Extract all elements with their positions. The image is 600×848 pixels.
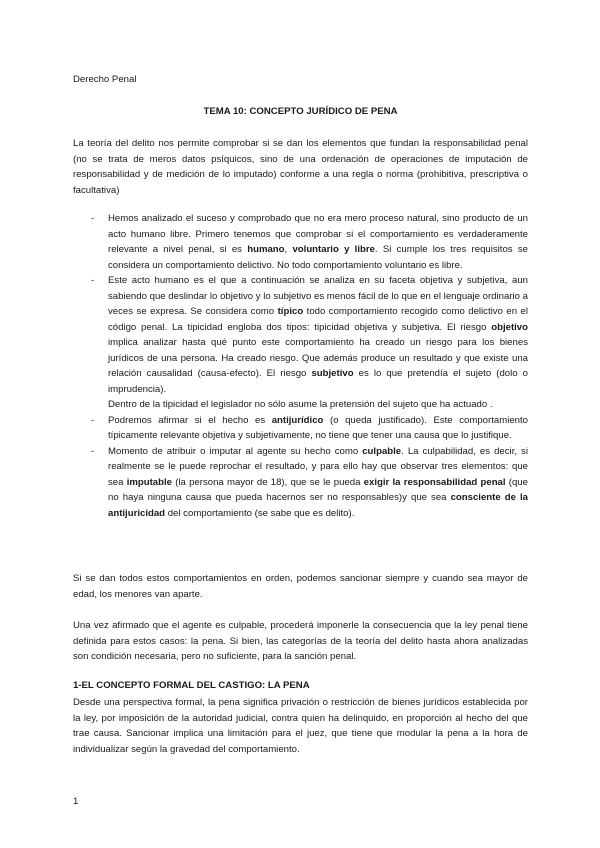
bullet-dash: -: [91, 213, 95, 224]
bold-term: imputable: [126, 476, 172, 488]
document-header: Derecho Penal: [73, 74, 137, 85]
bullet-dash: -: [91, 275, 95, 286]
page-title: TEMA 10: CONCEPTO JURÍDICO DE PENA: [203, 106, 398, 117]
bold-term: humano: [247, 244, 285, 255]
bullet-dash: -: [91, 414, 95, 426]
bullet-list: [73, 211, 528, 521]
list-item: - Este acto humano es el que a continuación se analiza en su faceta objetiva y subjetiva, aun sabiendo que deslindar lo objetivo y lo subjetivo es menos fácil de lo que en el lenguaje ordinario a veces se expresa. Se considera como típico todo comportamiento recogido como delictivo en el código penal. La tipicidad engloba dos tipos: tipicidad objetiva y subjetiva. El riesgo objetivo implica analizar hasta qué punto este comportamiento ha creado un riesgo para los bienes jurídicos de una persona. Ha creado riesgo. Que además produce un resultado y que existe una relación causalidad (causa-efecto). El riesgo subjetivo es lo que pretendía el sujeto (dolo o imprudencia). Dentro de la tipicidad el legislador no sólo asume la pretensión del sujeto que ha actuado .: [73, 273, 528, 413]
bold-term: antijurídico: [271, 414, 324, 426]
bold-term: típico: [277, 306, 304, 317]
paragraph-formal-concept: Desde una perspectiva formal, la pena significa privación o restricción de bienes jurídicos establecida por la ley, por imposición de la autoridad judicial, contra quien ha delinquido, en proporción al hecho del que trae causa. Sancionar implica una limitación para el juez, que tiene que modular la pena a la hora de individualizar según la gravedad del comportamiento.: [73, 697, 528, 755]
list-item: - Momento de atribuir o imputar al agente su hecho como culpable. La culpabilidad, es decir, si realmente se le puede reprochar el resultado, y para ello hay que observar tres elementos: que sea imputable (la persona mayor de 18), que se le pueda exigir la responsabilidad penal (que no haya ninguna causa que pueda hacernos ser no responsables)y que sea consciente de la antijuricidad del comportamiento (se sabe que es delito).: [91, 445, 528, 519]
intro-paragraph: La teoría del delito nos permite comprobar si se dan los elementos que fundan la responsabilidad penal (no se trata de meros datos psíquicos, sino de una ordenación de operaciones de imputación de responsabilidad y de medición de lo imputado) conforme a una regla o norma (prohibitiva, prescriptiva o facultativa): [73, 138, 528, 196]
paragraph-culpable: Una vez afirmado que el agente es culpable, procederá imponerle la consecuencia que la ley penal tiene definida para estos casos: la pena. Si bien, las categorías de la teoría del delito hasta ahora analizadas son condición necesaria, pero no suficiente, para la sanción penal.: [73, 620, 528, 662]
section-heading: 1-EL CONCEPTO FORMAL DEL CASTIGO: LA PENA: [73, 680, 310, 691]
bullet-dash: -: [91, 445, 95, 457]
page-number: 1: [73, 796, 79, 807]
bold-term: voluntario y libre: [292, 244, 375, 255]
bold-term: subjetivo: [311, 368, 354, 379]
list-item: - Podremos afirmar si el hecho es antijurídico (o queda justificado). Este comportamiento típicamente relevante objetiva y subjetivamente, no tiene que tener una causa que lo justifique.: [91, 414, 528, 441]
bold-term: culpable: [362, 445, 402, 457]
bold-term: objetivo: [491, 321, 528, 333]
paragraph-sanction: Si se dan todos estos comportamientos en orden, podemos sancionar siempre y cuando sea mayor de edad, los menores van aparte.: [73, 573, 528, 600]
bold-term: exigir la responsabilidad penal: [363, 476, 506, 488]
list-item: - Hemos analizado el suceso y comprobado que no era mero proceso natural, sino producto de un acto humano libre. Primero tenemos que comprobar si el comportamiento es verdaderamente relevante a nivel penal, si es humano, voluntario y libre. Si cumple los tres requisitos se considera un comportamiento delictivo. No todo comportamiento voluntario es libre.: [91, 213, 528, 271]
list-item-note: Dentro de la tipicidad el legislador no sólo asume la pretensión del sujeto que ha actuado .: [108, 399, 493, 410]
bold-term: consciente de la antijuricidad: [108, 492, 528, 519]
